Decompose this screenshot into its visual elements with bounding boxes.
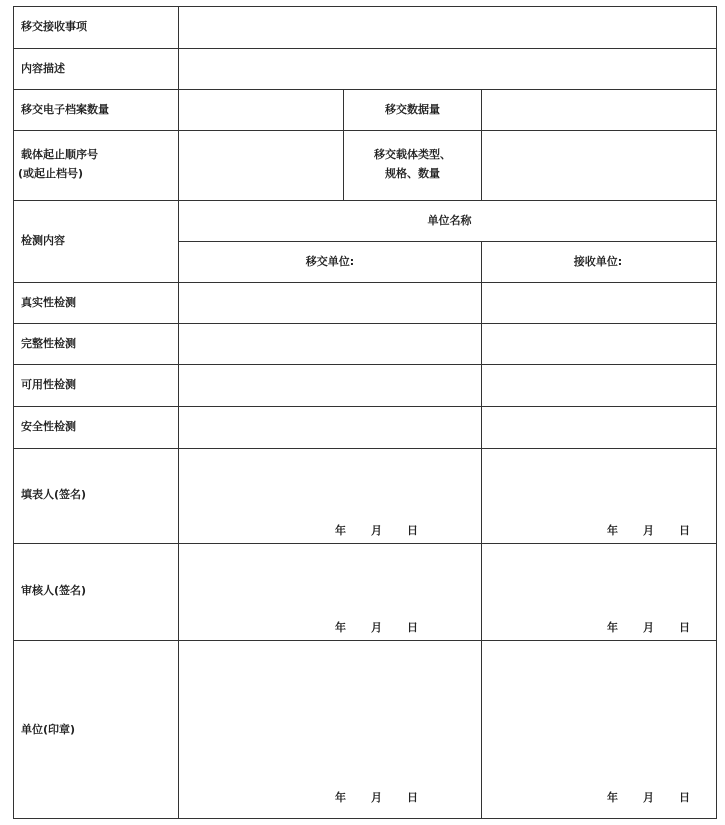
label-reviewer: 审核人(签名)	[21, 584, 87, 597]
rule	[13, 640, 717, 641]
day-char: 日	[407, 621, 418, 634]
month-char: 月	[643, 621, 654, 634]
label-usability: 可用性检测	[21, 378, 76, 391]
label-unit-seal: 单位(印章)	[21, 723, 76, 736]
date-filler-transfer	[310, 522, 418, 538]
label-content-desc: 内容描述	[21, 62, 65, 75]
year-char: 年	[607, 524, 618, 537]
rule	[13, 448, 717, 449]
field-carrier-seq[interactable]	[179, 131, 343, 200]
date-seal-receive	[582, 789, 690, 805]
month-char: 月	[643, 791, 654, 804]
year-char: 年	[335, 791, 346, 804]
day-char: 日	[679, 524, 690, 537]
label-carrier-type-1: 移交载体类型、	[374, 148, 451, 161]
label-authenticity: 真实性检测	[21, 296, 76, 309]
label-check-content: 检测内容	[21, 234, 65, 247]
rule	[716, 6, 717, 819]
field-integrity-transfer[interactable]	[179, 324, 481, 364]
rule	[13, 6, 14, 819]
field-authenticity-receive[interactable]	[482, 283, 716, 323]
field-content-desc[interactable]	[179, 49, 716, 89]
date-reviewer-receive	[582, 619, 690, 635]
label-carrier-seq-2: (或起止档号)	[18, 167, 84, 180]
field-usability-transfer[interactable]	[179, 365, 481, 406]
date-reviewer-transfer	[310, 619, 418, 635]
field-carrier-type[interactable]	[482, 131, 716, 200]
label-unit-name: 单位名称	[427, 214, 472, 227]
rule	[13, 200, 717, 201]
date-seal-transfer	[310, 789, 418, 805]
field-security-transfer[interactable]	[179, 407, 481, 448]
rule	[178, 241, 717, 242]
year-char: 年	[335, 524, 346, 537]
label-carrier-seq-1: 载体起止顺序号	[21, 148, 98, 161]
label-filler: 填表人(签名)	[21, 488, 87, 501]
month-char: 月	[643, 524, 654, 537]
rule	[13, 818, 717, 819]
field-transfer-item[interactable]	[179, 7, 716, 48]
month-char: 月	[371, 791, 382, 804]
year-char: 年	[335, 621, 346, 634]
month-char: 月	[371, 524, 382, 537]
field-authenticity-transfer[interactable]	[179, 283, 481, 323]
label-carrier-type-2: 规格、数量	[385, 167, 440, 180]
rule	[13, 543, 717, 544]
month-char: 月	[371, 621, 382, 634]
field-usability-receive[interactable]	[482, 365, 716, 406]
day-char: 日	[679, 791, 690, 804]
day-char: 日	[407, 791, 418, 804]
label-transfer-data-volume: 移交数据量	[385, 103, 440, 116]
label-transfer-item: 移交接收事项	[21, 20, 87, 33]
field-transfer-data-volume[interactable]	[482, 90, 716, 130]
label-receive-unit: 接收单位:	[573, 255, 623, 268]
label-e-archive-count: 移交电子档案数量	[21, 103, 109, 116]
year-char: 年	[607, 791, 618, 804]
date-filler-receive	[582, 522, 690, 538]
field-integrity-receive[interactable]	[482, 324, 716, 364]
label-transfer-unit: 移交单位:	[305, 255, 355, 268]
field-e-archive-count[interactable]	[179, 90, 343, 130]
day-char: 日	[407, 524, 418, 537]
label-integrity: 完整性检测	[21, 337, 76, 350]
label-security: 安全性检测	[21, 420, 76, 433]
day-char: 日	[679, 621, 690, 634]
field-security-receive[interactable]	[482, 407, 716, 448]
year-char: 年	[607, 621, 618, 634]
